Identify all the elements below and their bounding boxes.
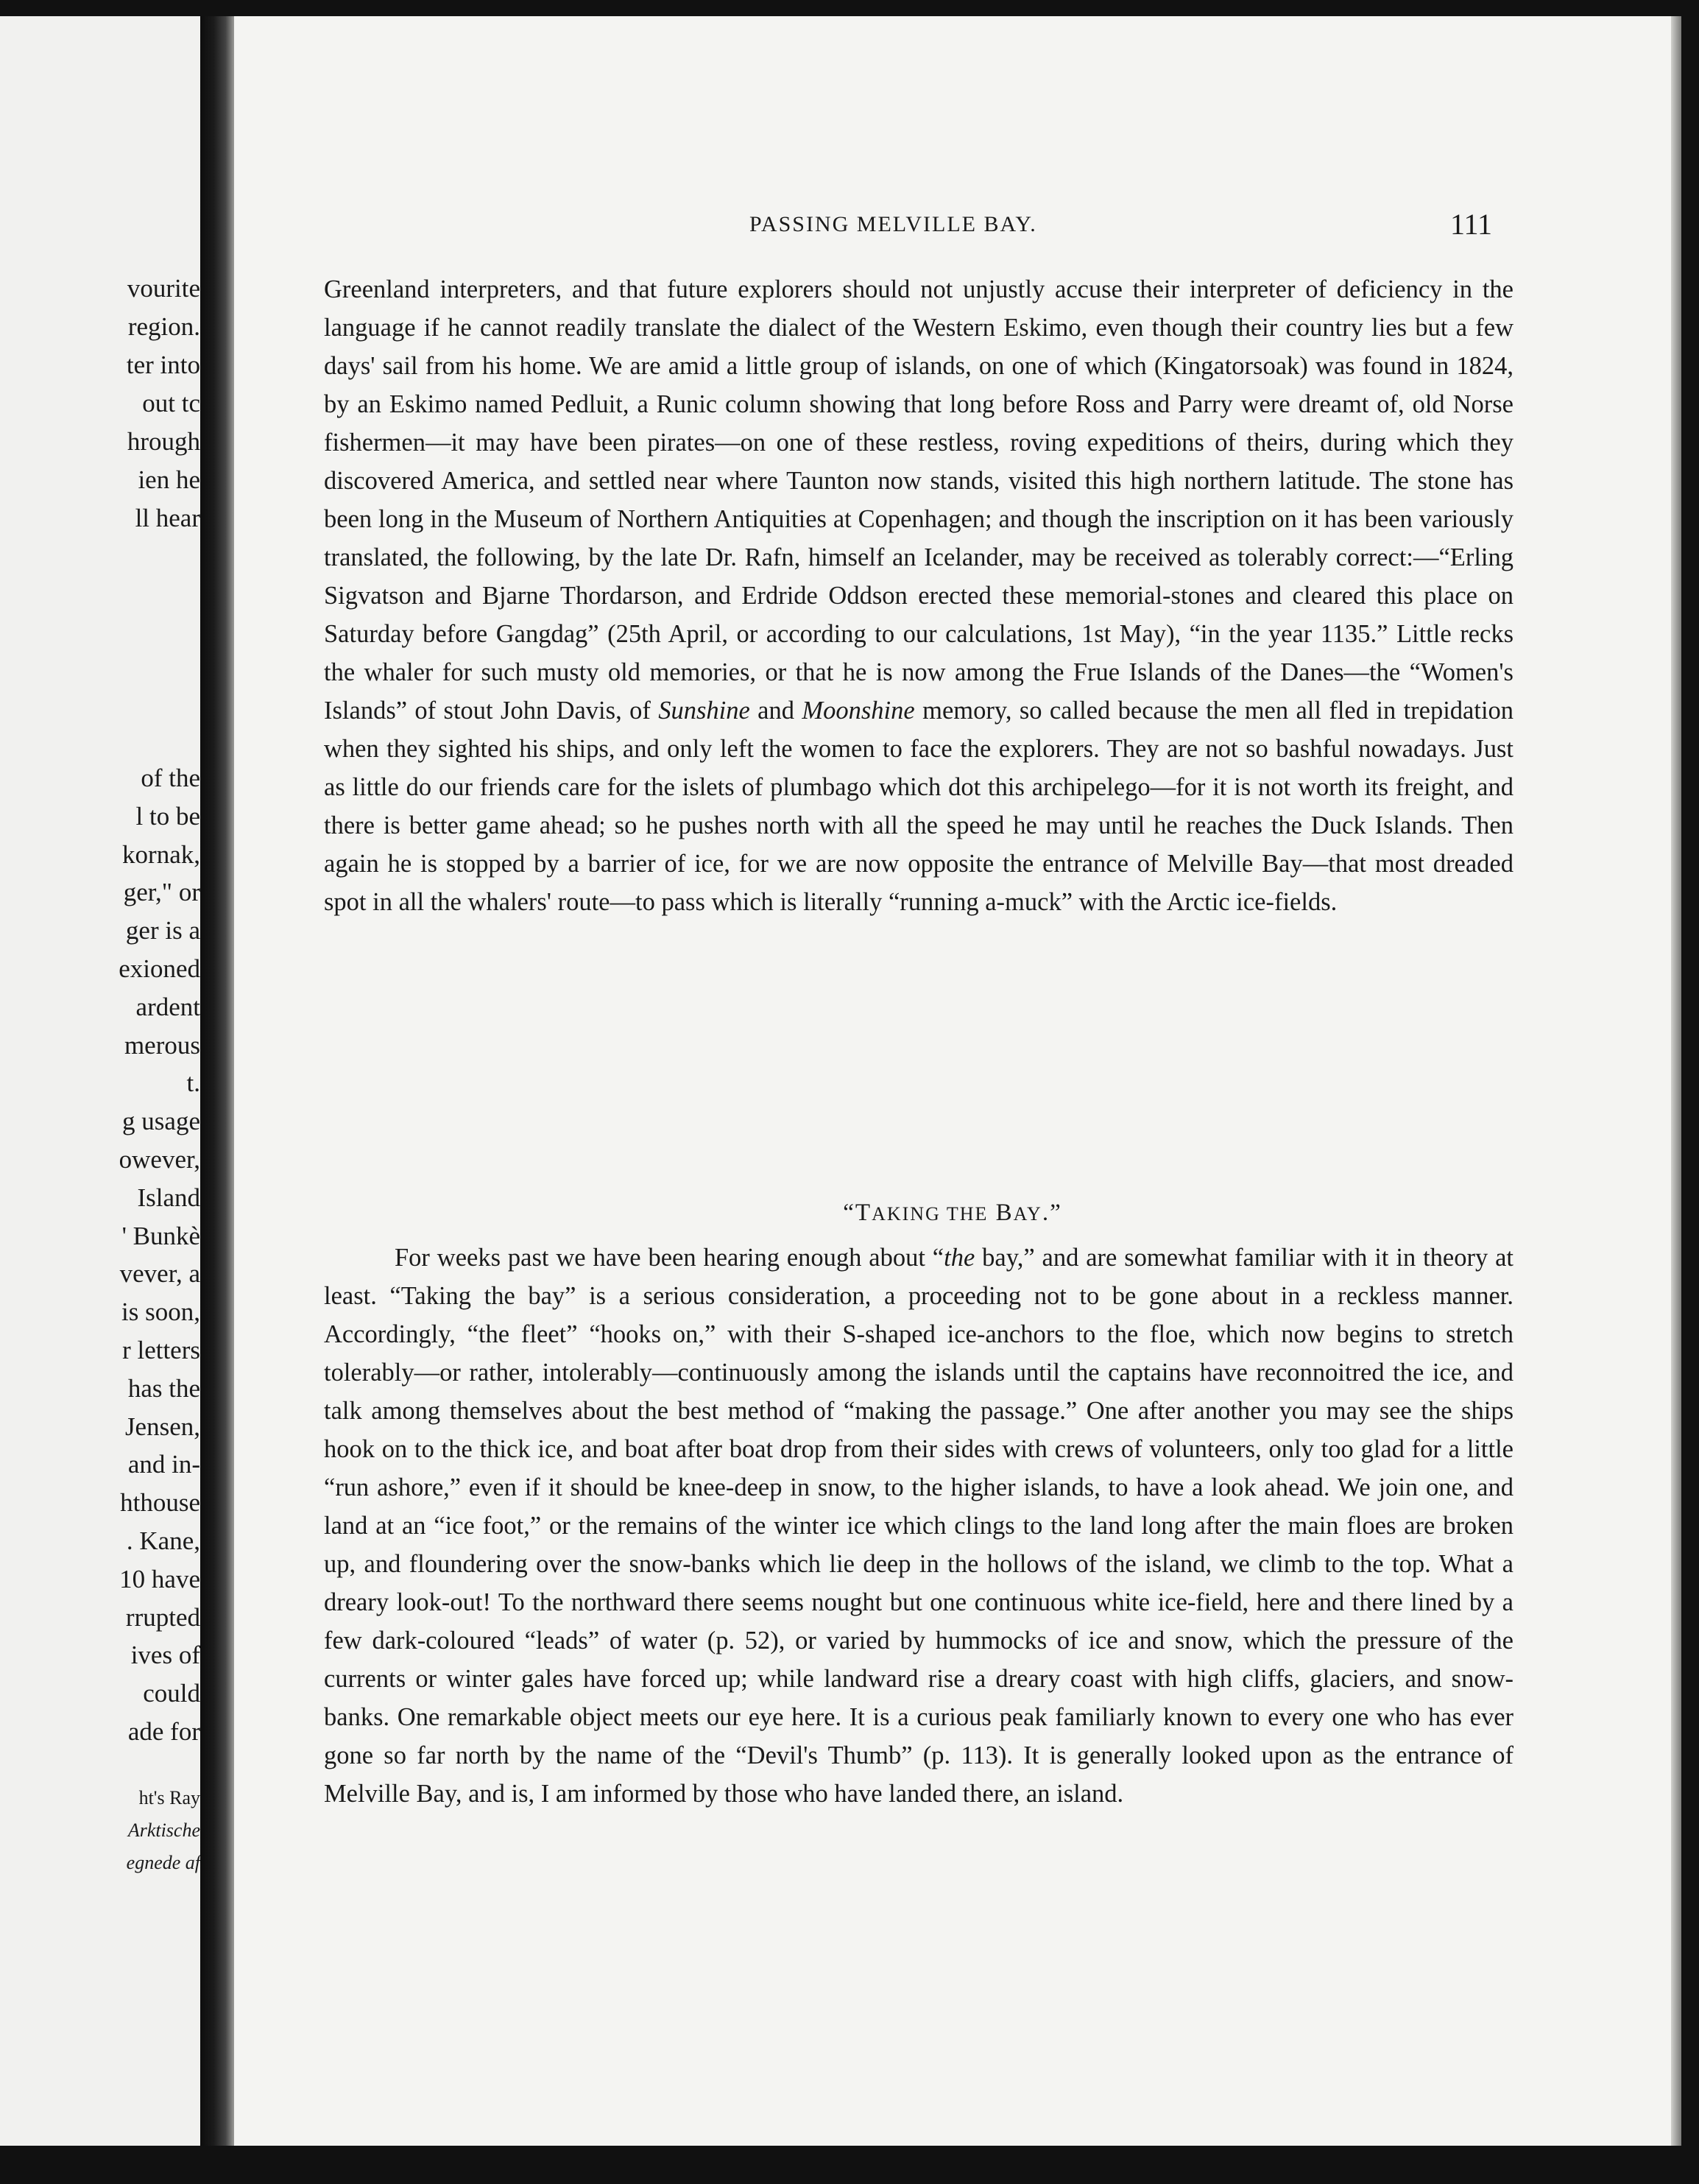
paragraph-1-text: Greenland interpreters, and that future explorers should not unjustly accuse their interpreter of deficiency in the language if he cannot readily translate the dialect of the Western Eskimo, even though their country lies but a few days' sail from his home. We are amid a little group of islands, on one of which (Kingatorsoak) was found in 1824, by an Eskimo named Pedluit, a Runic column showing that long before Ross and Parry were dreamt of, old Norse fishermen—it may have been pirates—on one of these restless, roving expeditions of theirs, during which they discovered America, and settled near where Taunton now stands, visited this high northern latitude. The stone has been long in the Museum of Northern Antiquities at Copenhagen; and though the inscription on it has been variously translated, the following, by the late Dr. Rafn, himself an Icelander, may be received as tolerably correct:—“Erling Sigvatson and Bjarne Thordarson, and Erdride Oddson erected these memorial-stones and cleared this place on Saturday before Gangdag” (25th April, or according to our calculations, 1st May), “in the year 1135.” Little recks the whaler for such musty old memories, or that he is now among the Frue Islands of the Danes—the “Women's Islands” of stout John Davis, of <box>324 275 1513 725</box>
left-page-line: has the <box>127 1373 200 1403</box>
book-gutter <box>200 16 234 2152</box>
section-heading <box>234 1194 1671 1233</box>
left-page-line: owever, <box>119 1145 200 1174</box>
paragraph-1 <box>324 270 1513 921</box>
page-edge <box>1671 16 1681 2146</box>
heading-small-caps-1: AKING THE <box>872 1203 989 1225</box>
running-title: PASSING MELVILLE BAY. <box>749 212 1037 236</box>
paragraph-2-text: bay,” and are somewhat familiar with it in theory at least. “Taking the bay” is a serious consideration, a proceeding not to be gone about in a reckless manner. Accordingly, “the fleet” “hooks on,” with their S-shaped ice-anchors to the floe, which now begins to stretch tolerably—or rather, intolerably—continuously among the islands until the captains have reconnoitred the ice, and talk among themselves about the best method of “making the passage.” One after another you may see the ships hook on to the thick ice, and boat after boat drop from their sides with crews of volunteers, only too glad for a little “run ashore,” even if it should be knee-deep in snow, to the higher islands, to have a look ahead. We join one, and land at an “ice foot,” or the remains of the winter ice which clings to the land long after the main floes are broken up, and floundering over the snow-banks which lie deep in the hollows of the island, we climb to the top. What a dreary look-out! To the northward there seems nought but one continuous white ice-field, here and there lined by a few dark-coloured “leads” of water (p. 52), or varied by hummocks of ice and snow, which the pressure of the currents or winter gales have forced up; while landward rise a dreary coast with high cliffs, glaciers, and snow-banks. One remarkable object meets our eye here. It is a curious peak familiarly known to every one who has ever gone so far north by the name of the “Devil's Thumb” (p. 113). It is generally looked upon as the entrance of Melville Bay, and is, I am informed by those who have landed there, an island. <box>324 1244 1513 1808</box>
left-page-line: kornak, <box>122 839 200 869</box>
left-page-line: . Kane, <box>126 1526 200 1555</box>
right-page <box>234 16 1671 2146</box>
left-page-line: r letters <box>122 1336 200 1364</box>
left-page-line: ger is a <box>125 916 200 945</box>
left-page-fragment <box>0 16 200 2152</box>
left-page-line: g usage <box>122 1107 200 1136</box>
left-page-line: Island <box>137 1183 200 1212</box>
left-page-line: ien he <box>138 465 200 494</box>
left-page-line: ht's Ray <box>138 1787 200 1808</box>
left-page-line: egnede af <box>126 1852 200 1873</box>
left-page-line: ives of <box>130 1641 200 1670</box>
left-page-line: and in- <box>127 1450 200 1479</box>
paragraph-2 <box>324 1239 1513 1813</box>
left-page-line: of the <box>141 764 200 792</box>
moonshine-italic: Moonshine <box>802 697 915 725</box>
left-page-line: vourite <box>127 274 200 303</box>
left-page-line: ' Bunkè <box>121 1221 200 1250</box>
sunshine-italic: Sunshine <box>658 697 750 725</box>
page-number: 111 <box>1450 208 1493 241</box>
left-page-line: ter into <box>126 351 200 379</box>
left-page-line: ger," or <box>123 878 200 907</box>
left-page-line: merous <box>124 1030 200 1060</box>
left-page-line: is soon, <box>121 1297 200 1327</box>
left-page-line: 10 have <box>119 1564 200 1593</box>
left-page-line: ade for <box>127 1717 200 1746</box>
bottom-shadow <box>0 2146 1699 2184</box>
left-page-line: ll hear <box>135 504 200 532</box>
the-italic: the <box>944 1244 975 1272</box>
left-page-line: Jensen, <box>124 1412 200 1441</box>
left-page-line: region. <box>127 312 200 341</box>
left-page-line: vever, a <box>119 1259 200 1289</box>
running-head <box>234 206 1671 243</box>
and-word: and <box>757 697 794 725</box>
left-page-line: hthouse <box>120 1488 200 1518</box>
left-page-line: l to be <box>135 801 200 831</box>
left-page-line: hrough <box>127 427 200 456</box>
paragraph-2-start: For weeks past we have been hearing enough about “ <box>395 1244 944 1272</box>
left-page-line: ardent <box>135 992 200 1021</box>
heading-small-caps-2: AY <box>1013 1203 1042 1225</box>
left-page-line: t. <box>186 1068 200 1098</box>
left-page-line: exioned <box>119 954 200 983</box>
heading-open: “T <box>843 1200 872 1226</box>
left-page-line: could <box>143 1679 200 1708</box>
heading-mid: B <box>988 1200 1014 1226</box>
left-page-line: out tc <box>142 389 200 418</box>
left-page-line: rrupted <box>125 1602 200 1632</box>
paragraph-1-end: memory, so called because the men all fled in trepidation when they sighted his ships, and only left the women to face the explorers. They are not so bashful nowadays. Just as little do our friends care for the islets of plumbago which dot this archipelego—for it is not worth its freight, and there is better game ahead; so he pushes north with all the speed he may until he reaches the Duck Islands. Then again he is stopped by a barrier of ice, for we are now opposite the entrance of Melville Bay—that most dreaded spot in all the whalers' route—to pass which is literally “running a-muck” with the Arctic ice-fields. <box>324 697 1514 916</box>
heading-close: .” <box>1042 1200 1062 1226</box>
left-page-line: Arktische <box>127 1820 200 1841</box>
